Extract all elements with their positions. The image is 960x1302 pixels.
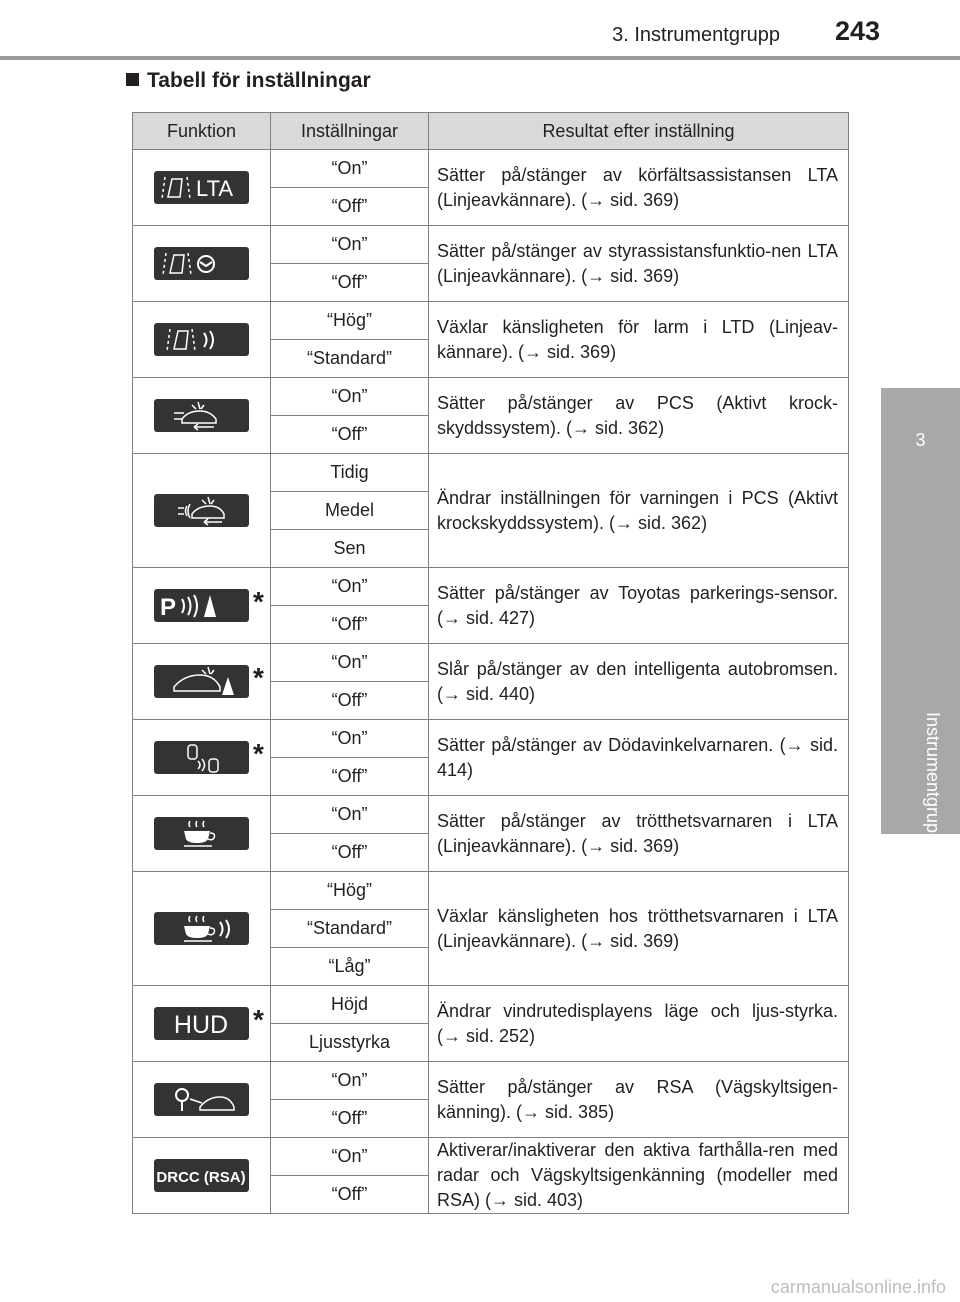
setting-cell: “On” (271, 378, 429, 416)
setting-cell: “Hög” (271, 302, 429, 340)
svg-text:DRCC (RSA): DRCC (RSA) (156, 1169, 246, 1186)
setting-cell: “On” (271, 150, 429, 188)
setting-cell: “Off” (271, 1176, 429, 1214)
result-cell: Ändrar vindrutedisplayens läge och ljus-styrka. (→ sid. 252) (429, 986, 849, 1062)
result-cell: Ändrar inställningen för varningen i PCS (Aktivt krockskyddssystem). (→ sid. 362) (429, 454, 849, 568)
settings-table (132, 112, 849, 1214)
setting-cell: “Off” (271, 834, 429, 872)
setting-cell: “Off” (271, 1100, 429, 1138)
side-tab-number: 3 (915, 430, 926, 450)
setting-cell: Sen (271, 530, 429, 568)
drcc-rsa-icon (154, 1159, 249, 1192)
svg-text:P: P (160, 594, 177, 621)
setting-cell: “Off” (271, 188, 429, 226)
table-row (133, 986, 849, 1024)
result-cell: Sätter på/stänger av RSA (Vägskyltsigen-känning). (→ sid. 385) (429, 1062, 849, 1138)
footnote-star: * (253, 585, 264, 617)
setting-cell: “On” (271, 1062, 429, 1100)
fatigue-sensitivity-icon (154, 912, 249, 945)
setting-cell: “Låg” (271, 948, 429, 986)
table-row (133, 644, 849, 682)
table-row (133, 720, 849, 758)
lta-text-icon (154, 171, 249, 204)
svg-text:HUD: HUD (173, 1011, 229, 1039)
footnote-star: * (253, 661, 264, 693)
rsa-icon (154, 1083, 249, 1116)
table-row (133, 454, 849, 492)
setting-cell: Tidig (271, 454, 429, 492)
function-cell (133, 1138, 271, 1214)
function-cell (133, 568, 271, 644)
watermark: carmanualsonline.info (770, 1277, 946, 1297)
result-cell: Sätter på/stänger av Dödavinkelvarnaren. (→ sid. 414) (429, 720, 849, 796)
header-rule (0, 56, 960, 60)
setting-cell: “Hög” (271, 872, 429, 910)
result-cell: Sätter på/stänger av Toyotas parkerings-sensor. (→ sid. 427) (429, 568, 849, 644)
function-cell (133, 644, 271, 720)
blind-spot-icon (154, 741, 249, 774)
setting-cell: “Off” (271, 758, 429, 796)
setting-cell: “Off” (271, 416, 429, 454)
function-cell (133, 454, 271, 568)
section-title: Tabell för inställningar (126, 69, 371, 93)
table-row (133, 1062, 849, 1100)
setting-cell: Medel (271, 492, 429, 530)
setting-cell: “Standard” (271, 340, 429, 378)
setting-cell: “Off” (271, 682, 429, 720)
function-cell (133, 720, 271, 796)
table-header-row (133, 113, 849, 150)
fatigue-icon (154, 817, 249, 850)
function-cell (133, 796, 271, 872)
result-cell: Sätter på/stänger av körfältsassistansen LTA (Linjeavkännare). (→ sid. 369) (429, 150, 849, 226)
table-row (133, 872, 849, 910)
chapter-title: 3. Instrumentgrupp (612, 24, 780, 46)
table-row (133, 226, 849, 264)
pcs-icon (154, 399, 249, 432)
function-cell (133, 1062, 271, 1138)
function-cell (133, 986, 271, 1062)
column-header: Funktion (133, 113, 271, 150)
setting-cell: “Off” (271, 264, 429, 302)
setting-cell: “On” (271, 644, 429, 682)
result-cell: Slår på/stänger av den intelligenta autobromsen. (→ sid. 440) (429, 644, 849, 720)
setting-cell: Ljusstyrka (271, 1024, 429, 1062)
setting-cell: Höjd (271, 986, 429, 1024)
pcs-warning-icon (154, 494, 249, 527)
result-cell: Aktiverar/inaktiverar den aktiva farthålla-ren med radar och Vägskyltsigenkänning (modeller med RSA) (→ sid. 403) (429, 1138, 849, 1214)
function-cell (133, 378, 271, 454)
table-row (133, 796, 849, 834)
table-row (133, 150, 849, 188)
parking-sensor-icon (154, 589, 249, 622)
lane-sensitivity-icon (154, 323, 249, 356)
function-cell (133, 872, 271, 986)
result-cell: Sätter på/stänger av PCS (Aktivt krock-skyddssystem). (→ sid. 362) (429, 378, 849, 454)
function-cell (133, 302, 271, 378)
table-row (133, 1138, 849, 1176)
setting-cell: “On” (271, 226, 429, 264)
setting-cell: “On” (271, 796, 429, 834)
svg-text:LTA: LTA (196, 176, 234, 201)
footnote-star: * (253, 737, 264, 769)
hud-text-icon (154, 1007, 249, 1040)
table-row (133, 302, 849, 340)
chapter-side-tab (881, 388, 960, 844)
page-number: 243 (834, 16, 880, 46)
setting-cell: “On” (271, 568, 429, 606)
table-row (133, 568, 849, 606)
footnote-star: * (253, 1003, 264, 1035)
table-body (133, 150, 849, 1214)
auto-brake-icon (154, 665, 249, 698)
table-row (133, 378, 849, 416)
square-bullet-icon (126, 73, 139, 86)
steering-assist-icon (154, 247, 249, 280)
column-header: Resultat efter inställning (429, 113, 849, 150)
result-cell: Sätter på/stänger av trötthetsvarnaren i LTA (Linjeavkännare). (→ sid. 369) (429, 796, 849, 872)
setting-cell: “Off” (271, 606, 429, 644)
result-cell: Sätter på/stänger av styrassistansfunktio-nen LTA (Linjeavkännare). (→ sid. 369) (429, 226, 849, 302)
side-tab-label: Instrumentgrupp (923, 712, 943, 844)
setting-cell: “On” (271, 720, 429, 758)
result-cell: Växlar känsligheten hos trötthetsvarnaren i LTA (Linjeavkännare). (→ sid. 369) (429, 872, 849, 986)
result-cell: Växlar känsligheten för larm i LTD (Linjeav-kännare). (→ sid. 369) (429, 302, 849, 378)
setting-cell: “On” (271, 1138, 429, 1176)
function-cell (133, 150, 271, 226)
setting-cell: “Standard” (271, 910, 429, 948)
column-header: Inställningar (271, 113, 429, 150)
function-cell (133, 226, 271, 302)
